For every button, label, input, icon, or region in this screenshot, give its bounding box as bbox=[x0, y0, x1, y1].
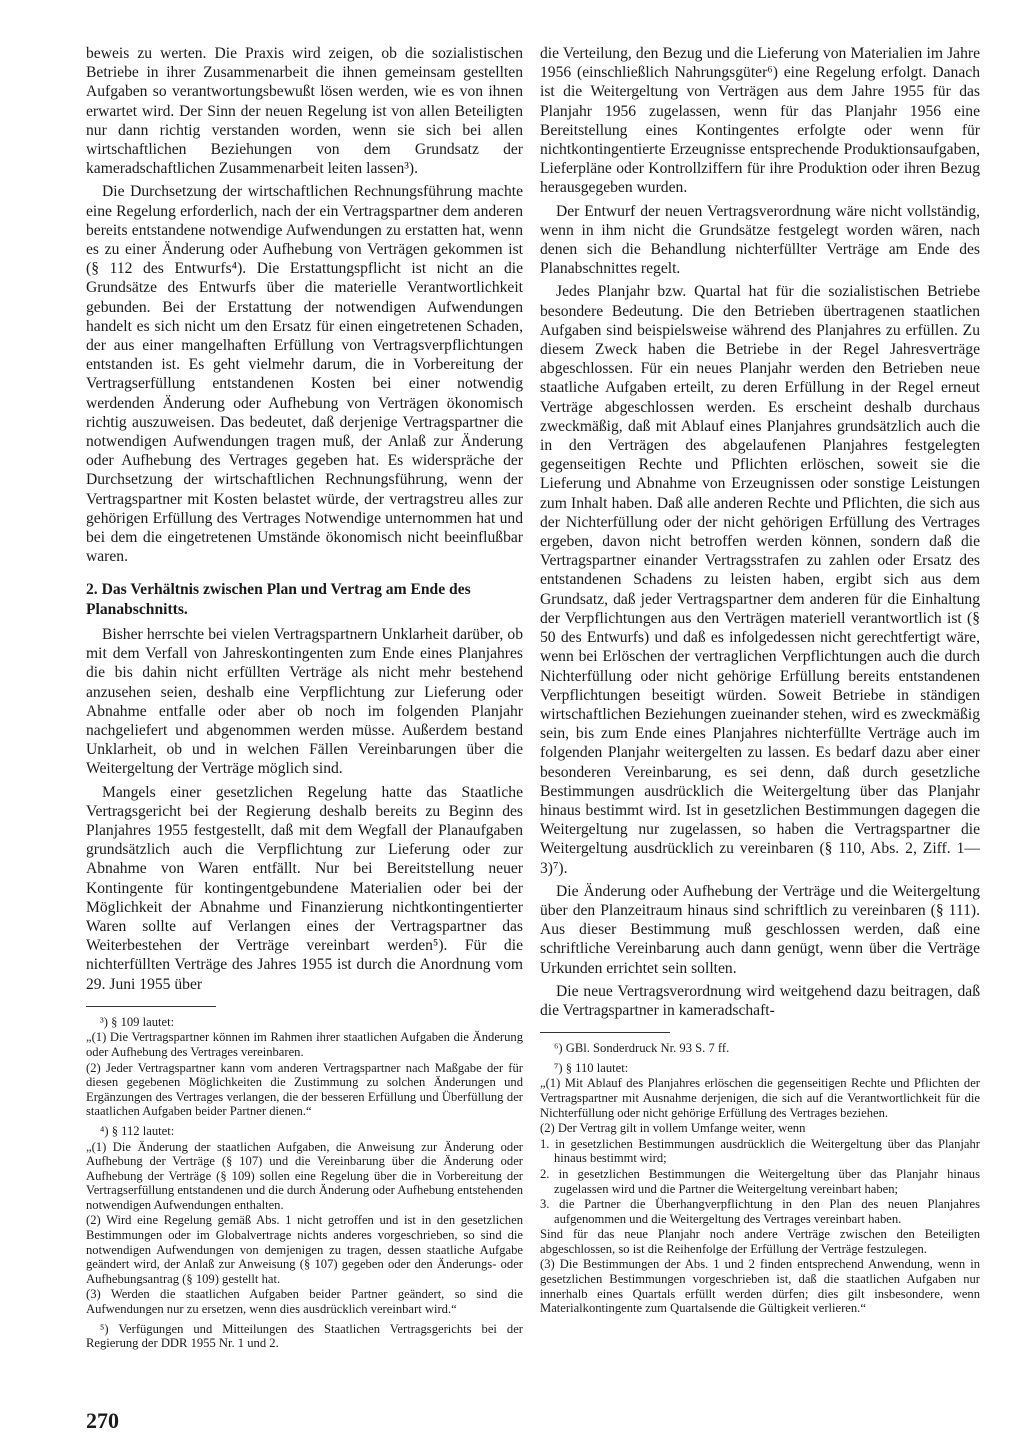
paragraph: Mangels einer gesetzlichen Regelung hatte das Staatliche Vertragsgericht bei der Regierung deshalb bereits zu Beginn des Planjahres 1955 festgestellt, daß mit dem Wegfall der Planaufgaben grundsätzlich auch die Verpflichtung zur Lieferung oder zur Abnahme von Waren entfällt. Nur bei Bereitstellung neuer Kontingente für kontingentgebundene Materialien oder bei der Möglichkeit der Abnahme und Finanzierung nichtkontingentierter Waren sollte auf Verlangen eines der Vertragspartner das Weiterbestehen der Verträge vereinbart werden⁵). Für die nichterfüllten Verträge des Jahres 1955 ist durch die Anordnung vom 29. Juni 1955 über bbox=[86, 783, 523, 993]
paragraph: Die Durchsetzung der wirtschaftlichen Rechnungsführung machte eine Regelung erforderlich, nach der ein Vertragspartner dem anderen bereits entstandene notwendige Aufwendungen zu erstatten hat, wenn es zu einer Änderung oder Aufhebung von Verträgen gekommen ist (§ 112 des Entwurfs⁴). Die Erstattungspflicht ist nicht an die Grundsätze des Entwurfs über die materielle Verantwortlichkeit gebunden. Bei der Erstattung der notwendigen Aufwendungen handelt es sich nicht um den Ersatz für einen eingetretenen Schaden, der aus einer mangelhaften Erfüllung von Vertragsverpflichtungen entstanden ist. Es geht vielmehr darum, die in Vorbereitung der Vertragserfüllung entstandenen Kosten bei einer notwendig werdenden Änderung oder Aufhebung von Verträgen ökonomisch richtig auszuweisen. Das bedeutet, daß derjenige Vertragspartner die notwendigen Aufwendungen tragen muß, der Anlaß zur Änderung oder Aufhebung des Vertrages gegeben hat. Es widerspräche der Durchsetzung der wirtschaftlichen Rechnungsführung, wenn der Vertragspartner mit Kosten belastet würde, der vertragstreu alles zur gehörigen Erfüllung des Vertrages Notwendige unternommen hat und bei dem die eingetretenen Umstände ökonomisch nicht beeinflußbar waren. bbox=[86, 183, 523, 566]
footnote-text: (2) Jeder Vertragspartner kann vom anderen Vertragspartner nach Maßgabe der für diesen gegebenen Möglichkeiten die Zustimmung zu solchen Änderungen und Ergänzungen des Vertrages verlangen, die der besseren Erfüllung und Überfüllung der staatlichen Aufgaben beider Partner dienen.“ bbox=[86, 1060, 523, 1119]
footnote-text: „(1) Die Änderung der staatlichen Aufgaben, die Anweisung zur Änderung oder Aufhebung der Verträge (§ 107) und die Vereinbarung über die Änderung oder Aufhebung der Verträge (§ 109) sollen eine Regelung über die in Vorbereitung der Vertragserfüllung entstandenen und die durch Änderung oder Aufhebung entstehenden notwendigen Aufwendungen enthalten. bbox=[86, 1139, 523, 1212]
footnote-5: ⁵) Verfügungen und Mitteilungen des Staatlichen Vertragsgerichts bei der Regierung der DDR 1955 Nr. 1 und 2. bbox=[86, 1321, 523, 1351]
section-heading: 2. Das Verhältnis zwischen Plan und Vertrag am Ende des Planabschnitts. bbox=[86, 581, 471, 618]
left-body-text-2 bbox=[86, 625, 523, 994]
footnote-6: ⁶) GBl. Sonderdruck Nr. 93 S. 7 ff. bbox=[554, 1041, 730, 1056]
footnote-7-heading: ⁷) § 110 lautet: bbox=[554, 1060, 629, 1075]
right-column bbox=[540, 44, 980, 1316]
left-body-text bbox=[86, 44, 523, 566]
paragraph: Bisher herrschte bei vielen Vertragspartnern Unklarheit darüber, ob mit dem Verfall von Jahreskontingenten zum Ende eines Planjahres die bis dahin nicht erfüllten Verträge als nicht mehr bestehend anzusehen seien, deshalb eine Verpflichtung zur Lieferung oder Abnahme entfalle oder aber ob noch im folgenden Planjahr nachgeliefert und abgenommen werden müsse. Außerdem bestand Unklarheit, ob und in welchen Fällen Vereinbarungen über die Weitergeltung der Verträge möglich sind. bbox=[86, 625, 523, 778]
footnotes-left bbox=[86, 1015, 523, 1351]
footnote-list-item: 3. die Partner die Überhangverpflichtung in den Plan des neuen Planjahres aufgenommen und die Weitergeltung des Vertrages vereinbart haben. bbox=[540, 1197, 980, 1226]
footnote-text: „(1) Die Vertragspartner können im Rahmen ihrer staatlichen Aufgaben die Änderung oder Aufhebung des Vertrages vereinbaren. bbox=[86, 1030, 523, 1059]
paragraph: Die neue Vertragsverordnung wird weitgehend dazu beitragen, daß die Vertragspartner in kameradschaft- bbox=[540, 982, 980, 1019]
left-column bbox=[86, 44, 523, 1351]
footnote-text: „(1) Mit Ablauf des Planjahres erlöschen die gegenseitigen Rechte und Pflichten der Vertragspartner mit Ausnahme derjenigen, die sich auf die Verantwortlichkeit für die Nichterfüllung oder nicht gehörige Erfüllung des Vertrages beziehen. bbox=[540, 1076, 980, 1120]
footnote-separator bbox=[86, 1006, 216, 1007]
paragraph: Jedes Planjahr bzw. Quartal hat für die sozialistischen Betriebe besondere Bedeutung. Die den Betrieben übertragenen staatlichen Aufgaben sind beispielsweise während des Planjahres zu erfüllen. Zu diesem Zweck haben die Betriebe in der Regel Jahresverträge abgeschlossen. Für ein neues Planjahr werden den Betrieben neue staatliche Aufgaben erteilt, zu deren Erfüllung in der Regel erneut Verträge abgeschlossen werden. Es erscheint deshalb durchaus zweckmäßig, daß mit Ablauf eines Planjahres grundsätzlich auch die in den Verträgen des abgelaufenen Planjahres festgelegten gegenseitigen Rechte und Pflichten erlöschen, soweit sie die Lieferung und Abnahme von Erzeugnissen oder sonstige Leistungen zum Inhalt haben. Daß alle anderen Rechte und Pflichten, die sich aus der Nichterfüllung oder der nicht gehörigen Erfüllung des Vertrages ergeben, davon nicht betroffen werden können, sondern daß die Vertragspartner einander Vertragsstrafen zu zahlen oder Ersatz des entstandenen Schadens zu leisten haben, ergibt sich aus dem Grundsatz, daß jeder Vertragspartner dem anderen für die Einhaltung der Verpflichtungen aus den Verträgen materiell verantwortlich ist (§ 50 des Entwurfs) und daß es infolgedessen nicht gerechtfertigt wäre, wenn bei Erlöschen der vertraglichen Verpflichtungen auch die durch Nichterfüllung oder nicht gehörige Erfüllung bereits entstandenen Verpflichtungen beseitigt würden. Soweit Betriebe in ständigen wirtschaftlichen Beziehungen zueinander stehen, wird es zweckmäßig sein, bis zum Ende eines Planjahres nichterfüllte Verträge auch im folgenden Planjahr weitergelten zu lassen. Es bedarf dazu aber einer besonderen Vereinbarung, es sei denn, daß durch gesetzliche Bestimmungen ausdrücklich die Weitergeltung über das Planjahr hinaus bestimmt wird. Ist in gesetzlichen Bestimmungen dagegen die Weitergeltung nur zugelassen, so haben die Vertragspartner die Weitergeltung ausdrücklich zu vereinbaren (§ 110, Abs. 2, Ziff. 1—3)⁷). bbox=[540, 283, 980, 877]
paragraph: die Verteilung, den Bezug und die Lieferung von Materialien im Jahre 1956 (einschließlich Nahrungsgüter⁶) eine Regelung erfolgt. Danach ist die Weitergeltung von Verträgen aus dem Jahre 1955 für das Planjahr 1956 zugelassen, wenn für das Planjahr 1956 eine Bereitstellung eines Kontingentes erfolgte oder wenn für nichtkontingentierte Erzeugnisse entsprechende Produktionsaufgaben, Lieferpläne oder Kontrollziffern für ihre Produktion oder ihren Bezug herausgegeben wurden. bbox=[540, 45, 980, 197]
footnote-list-item: 1. in gesetzlichen Bestimmungen ausdrücklich die Weitergeltung über das Planjahr hinaus bestimmt wird; bbox=[540, 1136, 980, 1166]
footnote-list-item: 2. in gesetzlichen Bestimmungen die Weitergeltung über das Planjahr hinaus zugelassen wird und die Partner die Weitergeltung vereinbart haben; bbox=[540, 1166, 980, 1196]
footnote-text: (3) Die Bestimmungen der Abs. 1 und 2 finden entsprechend Anwendung, wenn in gesetzlichen Bestimmungen vorgeschrieben ist, daß die staatlichen Aufgaben nur innerhalb eines Quartals erfüllt werden dürfen; dies gilt insbesondere, wenn Materialkontingente zum Quartalsende die Gültigkeit verlieren.“ bbox=[540, 1257, 980, 1316]
right-body-text bbox=[540, 44, 980, 1020]
footnote-text: Sind für das neue Planjahr noch andere Verträge zwischen den Beteiligten abgeschlossen, so ist die Reihenfolge der Erfüllung der Verträge festzulegen. bbox=[540, 1227, 980, 1256]
page-number: 270 bbox=[86, 1408, 119, 1433]
footnotes-right bbox=[540, 1041, 980, 1316]
footnote-text: (2) Der Vertrag gilt in vollem Umfange weiter, wenn bbox=[540, 1121, 806, 1136]
paragraph: Die Änderung oder Aufhebung der Verträge und die Weitergeltung über den Planzeitraum hinaus sind schriftlich zu vereinbaren (§ 111). Aus dieser Bestimmung muß geschlossen werden, daß eine schriftliche Vereinbarung auch dann genügt, wenn über die Verträge Urkunden errichtet sein sollten. bbox=[540, 882, 980, 977]
footnote-4-heading: ⁴) § 112 lautet: bbox=[100, 1123, 175, 1138]
paragraph: beweis zu werten. Die Praxis wird zeigen, ob die sozialistischen Betriebe in ihrer Zusammenarbeit die ihnen gemeinsam gestellten Aufgaben so verantwortungsbewußt lösen werden, wie es von ihnen erwartet wird. Der Sinn der neuen Regelung ist von allen Beteiligten nur dann richtig verstanden worden, wenn sie sich bei allen wirtschaftlichen Beziehungen von dem Grundsatz der kameradschaftlichen Zusammenarbeit leiten lassen³). bbox=[86, 45, 523, 178]
footnote-text: (2) Wird eine Regelung gemäß Abs. 1 nicht getroffen und ist in den gesetzlichen Bestimmungen oder im Globalvertrage nichts anderes vorgeschrieben, so sind die notwendigen Aufwendungen von demjenigen zu tragen, dessen staatliche Aufgabe geändert wird, der Anlaß zur Anweisung (§ 107) gegeben oder den Änderungs- oder Aufhebungsantrag (§ 109) gestellt hat. bbox=[86, 1213, 523, 1286]
footnote-3-heading: ³) § 109 lautet: bbox=[100, 1014, 175, 1029]
footnote-separator bbox=[540, 1032, 670, 1033]
paragraph: Der Entwurf der neuen Vertragsverordnung wäre nicht vollständig, wenn in ihm nicht die Grundsätze festgelegt worden wären, nach denen sich die Behandlung nichterfüllter Verträge am Ende des Planabschnittes regelt. bbox=[540, 202, 980, 278]
footnote-text: (3) Werden die staatlichen Aufgaben beider Partner geändert, so sind die Aufwendungen nur zu ersetzen, wenn dies ausdrücklich vereinbart wird.“ bbox=[86, 1287, 523, 1317]
